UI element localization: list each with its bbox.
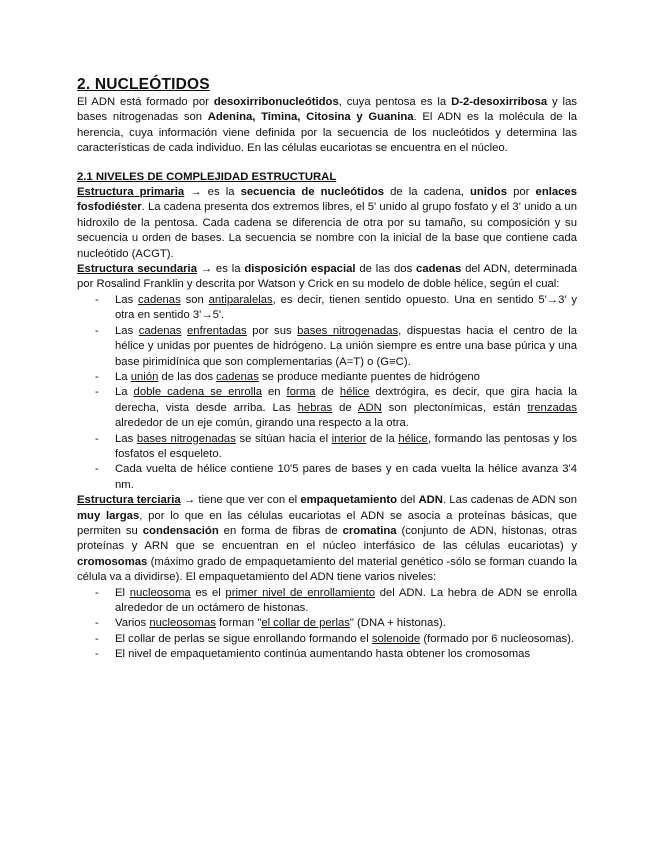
list-item: - Varios nucleosomas forman "el collar de perlas" (DNA + histonas).	[115, 616, 577, 631]
intro-paragraph: El ADN está formado por desoxirribonucleótidos, cuya pentosa es la D-2-desoxirribosa y las bases nitrogenadas son Adenina, Timina, Citosina y Guanina. El ADN es la molécula de la herencia, cuya información viene definida por la secuencia de los nucleótidos y determina las características de cada individuo. En las células eucariotas se encuentra en el núcleo.	[77, 96, 577, 155]
list-item: - El nivel de empaquetamiento continúa aumentando hasta obtener los cromosomas	[115, 647, 577, 662]
subsection-heading: 2.1 NIVELES DE COMPLEJIDAD ESTRUCTURAL	[77, 170, 337, 183]
list-item: - Cada vuelta de hélice contiene 10'5 pares de bases y en cada vuelta la hélice avanza 3'4 nm.	[115, 462, 577, 493]
section-heading: 2. NUCLEÓTIDOS	[77, 76, 210, 93]
list-item: - Las cadenas son antiparalelas, es decir, tienen sentido opuesto. Una en sentido 5'→3' y otra en sentido 3'→5'.	[115, 293, 577, 324]
list-item: - Las cadenas enfrentadas por sus bases nitrogenadas, dispuestas hacia el centro de la hélice y unidas por puentes de hidrógeno. La unión siempre es entre una base púrica y una base pirimidínica que son complementarias (A=T) o (G≡C).	[115, 324, 577, 370]
secondary-structure-paragraph: Estructura secundaria → es la disposición espacial de las dos cadenas del ADN, determinada por Rosalind Franklin y descrita por Watson y Crick en su modelo de doble hélice, según el cual:	[77, 263, 577, 291]
list-item: - Las bases nitrogenadas se sitúan hacia el interior de la hélice, formando las pentosas y los fosfatos el esqueleto.	[115, 432, 577, 463]
list-item: - La unión de las dos cadenas se produce mediante puentes de hidrógeno	[115, 370, 577, 385]
tertiary-structure-paragraph: Estructura terciaria → tiene que ver con el empaquetamiento del ADN. Las cadenas de ADN son muy largas, por lo que en las células eucariotas el ADN se asocia a proteínas básicas, que permiten su condensación en forma de fibras de cromatina (conjunto de ADN, histonas, otras proteínas y ARN que se encuentran en el núcleo interfásico de las células eucariotas) y cromosomas (máximo grado de empaquetamiento del material genético -sólo se forman cuando la célula va a dividirse). El empaquetamiento del ADN tiene varios niveles:	[77, 494, 577, 584]
list-item: - El collar de perlas se sigue enrollando formando el solenoide (formado por 6 nucleosomas).	[115, 632, 577, 647]
list-item: - El nucleosoma es el primer nivel de enrollamiento del ADN. La hebra de ADN se enrolla alrededor de un octámero de histonas.	[115, 586, 577, 617]
primary-structure-paragraph: Estructura primaria → es la secuencia de nucleótidos de la cadena, unidos por enlaces fosfodiéster. La cadena presenta dos extremos libres, el 5' unido al grupo fosfato y el 3' unido a un hidroxilo de la pentosa. Cada cadena se diferencia de otra por su tamaño, su composición y su secuencia u orden de bases. La secuencia se nombre con la inicial de la base que contiene cada nucleótido (ACGT).	[77, 186, 577, 260]
tertiary-structure-list	[77, 586, 577, 663]
list-item: - La doble cadena se enrolla en forma de hélice dextrógira, es decir, que gira hacia la derecha, vista desde arriba. Las hebras de ADN son plectonímicas, están trenzadas alrededor de un eje común, girando una respecto a la otra.	[115, 385, 577, 431]
document-body	[77, 76, 577, 663]
secondary-structure-list	[77, 293, 577, 493]
